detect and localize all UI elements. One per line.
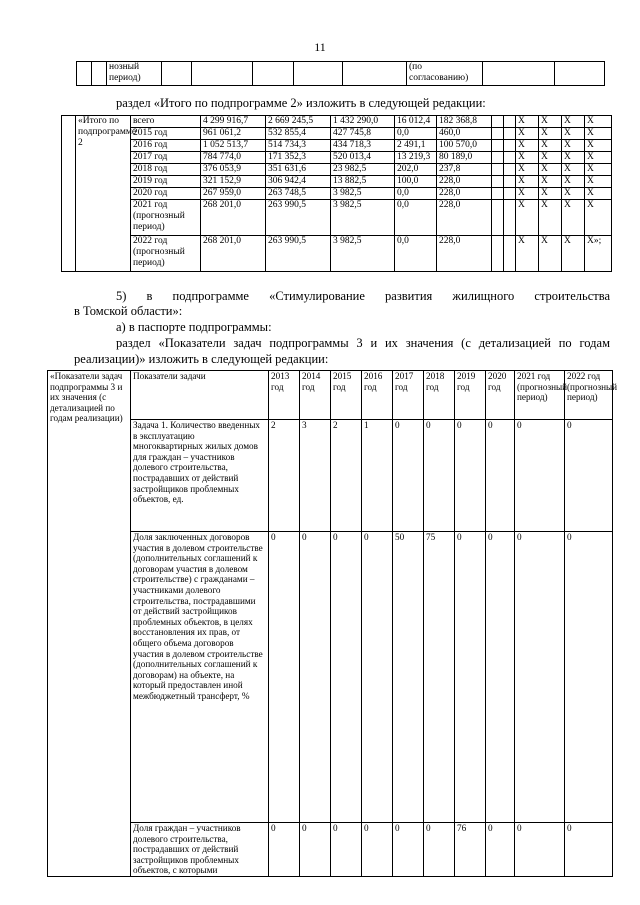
itogo-empty-cell <box>492 188 504 200</box>
indicator-value: 0 <box>486 823 515 877</box>
itogo-x-mark: Х <box>516 116 539 128</box>
itogo-value: 267 959,0 <box>201 188 266 200</box>
indicator-value: 75 <box>424 532 455 823</box>
itogo-x-mark: Х <box>585 116 612 128</box>
indicator-name: Доля заключенных договоров участия в долевом строительстве (дополнительных соглашений к договорам участия в долевом строительстве) с гражданами – участниками долевого строительства, пострадавшими от действий застройщиков проблемных объектов, в целях восстановления их прав, от общего объема договоров участия в долевом строительстве (дополнительных соглашений к договорам) на объекте, на который предоставлен иной межбюджетный трансферт, % <box>131 532 269 823</box>
itogo-year: 2021 год (прогнозный период) <box>131 200 201 236</box>
indicator-value: 2 <box>269 420 300 532</box>
itogo-value: 306 942,4 <box>266 176 331 188</box>
itogo-value: 0,0 <box>395 128 437 140</box>
itogo-value: 532 855,4 <box>266 128 331 140</box>
itogo-label: «Итого по подпрограмме 2 <box>76 116 131 272</box>
itogo-value: 100 570,0 <box>437 140 492 152</box>
itogo-empty-cell <box>504 176 516 188</box>
indicators-header-row <box>48 371 613 420</box>
indicator-value: 0 <box>455 420 486 532</box>
itogo-value: 376 053,9 <box>201 164 266 176</box>
itogo-empty-cell <box>492 236 504 272</box>
itogo-value: 237,8 <box>437 164 492 176</box>
itogo-year: всего <box>131 116 201 128</box>
indicator-value: 0 <box>331 532 362 823</box>
itogo-x-mark: Х <box>562 176 585 188</box>
itogo-year: 2016 год <box>131 140 201 152</box>
itogo-value: 80 189,0 <box>437 152 492 164</box>
itogo-x-mark: Х <box>562 200 585 236</box>
itogo-empty-cell <box>504 152 516 164</box>
indicator-value: 3 <box>300 420 331 532</box>
indicators-year-header: 2013 год <box>269 371 300 420</box>
itogo-value: 784 774,0 <box>201 152 266 164</box>
itogo-x-mark: Х <box>562 164 585 176</box>
itogo-value: 434 718,3 <box>331 140 395 152</box>
itogo-value: 4 299 916,7 <box>201 116 266 128</box>
indicators-year-header: 2019 год <box>455 371 486 420</box>
itogo-value: 13 219,3 <box>395 152 437 164</box>
itogo-x-mark: Х <box>585 188 612 200</box>
itogo-row <box>62 236 612 272</box>
indicator-value: 2 <box>331 420 362 532</box>
para-a: а) в паспорте подпрограммы: <box>116 320 272 334</box>
indicators-header-label: Показатели задачи <box>131 371 269 420</box>
fragment-period-cell: нозный период) <box>107 62 162 86</box>
itogo-value: 263 748,5 <box>266 188 331 200</box>
indicator-value: 0 <box>455 532 486 823</box>
itogo-x-mark: Х <box>539 164 562 176</box>
indicators-year-header: 2014 год <box>300 371 331 420</box>
itogo-row <box>62 116 612 128</box>
itogo-x-mark: Х <box>516 164 539 176</box>
itogo-x-mark: Х <box>539 140 562 152</box>
indicator-value: 0 <box>486 532 515 823</box>
itogo-row <box>62 188 612 200</box>
itogo-x-mark: Х <box>539 152 562 164</box>
itogo-value: 228,0 <box>437 200 492 236</box>
itogo-value: 16 012,4 <box>395 116 437 128</box>
indicators-year-header: 2015 год <box>331 371 362 420</box>
indicator-value: 0 <box>565 532 613 823</box>
indicators-table <box>47 370 618 877</box>
itogo-x-mark: Х <box>585 176 612 188</box>
itogo-row <box>62 176 612 188</box>
itogo-empty-cell <box>504 128 516 140</box>
itogo-value: 3 982,5 <box>331 200 395 236</box>
indicator-name: Доля граждан – участников долевого строительства, пострадавших от действий застройщиков проблемных объектов, с которыми <box>131 823 269 877</box>
itogo-value: 520 013,4 <box>331 152 395 164</box>
indicators-year-header: 2021 год (прогнозный период) <box>515 371 565 420</box>
itogo-value: 0,0 <box>395 188 437 200</box>
indicator-value: 0 <box>393 420 424 532</box>
itogo-value: 13 882,5 <box>331 176 395 188</box>
itogo-value: 0,0 <box>395 200 437 236</box>
indicator-value: 0 <box>565 420 613 532</box>
itogo-x-mark: Х <box>539 188 562 200</box>
indicator-value: 0 <box>424 420 455 532</box>
itogo-empty-cell <box>492 116 504 128</box>
itogo-value: 268 201,0 <box>201 200 266 236</box>
itogo-value: 1 432 290,0 <box>331 116 395 128</box>
itogo-x-mark: Х <box>539 200 562 236</box>
itogo-value: 2 669 245,5 <box>266 116 331 128</box>
itogo-empty-cell <box>492 152 504 164</box>
instruction-itogo: раздел «Итого по подпрограмме 2» изложить в следующей редакции: <box>116 96 486 110</box>
itogo-value: 228,0 <box>437 176 492 188</box>
itogo-x-mark: Х <box>585 200 612 236</box>
itogo-empty-cell <box>492 140 504 152</box>
itogo-value: 268 201,0 <box>201 236 266 272</box>
itogo-value: 100,0 <box>395 176 437 188</box>
indicator-value: 1 <box>362 420 393 532</box>
itogo-value: 427 745,8 <box>331 128 395 140</box>
itogo-empty-cell <box>492 176 504 188</box>
itogo-row <box>62 128 612 140</box>
itogo-x-mark: Х <box>539 236 562 272</box>
itogo-x-mark: Х <box>516 128 539 140</box>
itogo-year: 2015 год <box>131 128 201 140</box>
itogo-x-mark: Х <box>516 188 539 200</box>
itogo-x-mark: Х <box>516 176 539 188</box>
itogo-value: 202,0 <box>395 164 437 176</box>
para-5-line2: в Томской области»: <box>74 304 183 318</box>
para-section-line2: реализации)» изложить в следующей редакции: <box>74 352 329 366</box>
itogo-value: 321 152,9 <box>201 176 266 188</box>
itogo-x-mark: Х <box>516 200 539 236</box>
itogo-value: 1 052 513,7 <box>201 140 266 152</box>
itogo-empty-cell <box>504 236 516 272</box>
itogo-value: 23 982,5 <box>331 164 395 176</box>
itogo-year: 2020 год <box>131 188 201 200</box>
indicator-value: 0 <box>331 823 362 877</box>
para-section-line1: раздел «Показатели задач подпрограммы 3 и их значения (с детализацией по годам <box>116 336 610 350</box>
indicator-value: 0 <box>515 532 565 823</box>
indicator-value: 0 <box>269 532 300 823</box>
indicators-row <box>48 532 613 823</box>
indicator-value: 0 <box>362 532 393 823</box>
indicator-value: 0 <box>515 420 565 532</box>
itogo-empty-cell <box>504 200 516 236</box>
indicator-value: 0 <box>424 823 455 877</box>
itogo-value: 2 491,1 <box>395 140 437 152</box>
itogo-x-mark: Х <box>585 152 612 164</box>
itogo-x-mark: Х»; <box>585 236 612 272</box>
indicator-value: 0 <box>565 823 613 877</box>
itogo-value: 961 061,2 <box>201 128 266 140</box>
indicators-left-label: «Показатели задач подпрограммы 3 и их значения (с детализацией по годам реализации) <box>48 371 131 877</box>
para-5-line1: 5) в подпрограмме «Стимулирование развития жилищного строительства <box>116 289 610 303</box>
indicator-value: 50 <box>393 532 424 823</box>
itogo-x-mark: Х <box>539 116 562 128</box>
indicator-value: 0 <box>393 823 424 877</box>
itogo-value: 263 990,5 <box>266 200 331 236</box>
itogo-empty-cell <box>492 164 504 176</box>
itogo-row <box>62 140 612 152</box>
itogo-year: 2022 год (прогнозный период) <box>131 236 201 272</box>
indicators-row <box>48 420 613 532</box>
top-fragment-table <box>76 61 605 86</box>
page-number: 11 <box>314 40 326 54</box>
itogo-x-mark: Х <box>516 140 539 152</box>
itogo-year: 2017 год <box>131 152 201 164</box>
itogo-x-mark: Х <box>562 140 585 152</box>
fragment-agreement-cell: (по согласованию) <box>407 62 483 86</box>
indicators-row <box>48 823 613 877</box>
itogo-empty-cell <box>504 140 516 152</box>
indicator-value: 0 <box>515 823 565 877</box>
itogo-value: 263 990,5 <box>266 236 331 272</box>
itogo-empty-cell <box>504 188 516 200</box>
itogo-x-mark: Х <box>562 152 585 164</box>
itogo-value: 351 631,6 <box>266 164 331 176</box>
itogo-x-mark: Х <box>585 164 612 176</box>
itogo-x-mark: Х <box>562 116 585 128</box>
itogo-value: 228,0 <box>437 236 492 272</box>
itogo-row <box>62 152 612 164</box>
itogo-blank-cell <box>62 116 76 272</box>
itogo-year: 2019 год <box>131 176 201 188</box>
indicators-year-header: 2016 год <box>362 371 393 420</box>
itogo-empty-cell <box>492 200 504 236</box>
itogo-empty-cell <box>504 116 516 128</box>
itogo-x-mark: Х <box>516 236 539 272</box>
itogo-value: 228,0 <box>437 188 492 200</box>
indicators-year-header: 2020 год <box>486 371 515 420</box>
itogo-x-mark: Х <box>516 152 539 164</box>
itogo-value: 3 982,5 <box>331 188 395 200</box>
itogo-empty-cell <box>492 128 504 140</box>
itogo-table <box>61 115 612 272</box>
indicator-value: 76 <box>455 823 486 877</box>
indicator-value: 0 <box>486 420 515 532</box>
itogo-value: 182 368,8 <box>437 116 492 128</box>
itogo-x-mark: Х <box>585 128 612 140</box>
indicator-value: 0 <box>362 823 393 877</box>
itogo-value: 171 352,3 <box>266 152 331 164</box>
indicators-year-header: 2018 год <box>424 371 455 420</box>
itogo-value: 514 734,3 <box>266 140 331 152</box>
itogo-x-mark: Х <box>562 236 585 272</box>
itogo-row <box>62 200 612 236</box>
itogo-x-mark: Х <box>539 128 562 140</box>
indicator-name: Задача 1. Количество введенных в эксплуатацию многоквартирных жилых домов для граждан – участников долевого строительства, пострадавших от действий застройщиков проблемных объектов, ед. <box>131 420 269 532</box>
itogo-x-mark: Х <box>539 176 562 188</box>
itogo-value: 0,0 <box>395 236 437 272</box>
itogo-value: 3 982,5 <box>331 236 395 272</box>
indicator-value: 0 <box>300 532 331 823</box>
itogo-empty-cell <box>504 164 516 176</box>
itogo-year: 2018 год <box>131 164 201 176</box>
itogo-row <box>62 164 612 176</box>
indicators-year-header: 2022 год (прогнозный период) <box>565 371 613 420</box>
itogo-value: 460,0 <box>437 128 492 140</box>
itogo-x-mark: Х <box>562 188 585 200</box>
indicators-year-header: 2017 год <box>393 371 424 420</box>
indicator-value: 0 <box>269 823 300 877</box>
itogo-x-mark: Х <box>585 140 612 152</box>
indicator-value: 0 <box>300 823 331 877</box>
itogo-x-mark: Х <box>562 128 585 140</box>
